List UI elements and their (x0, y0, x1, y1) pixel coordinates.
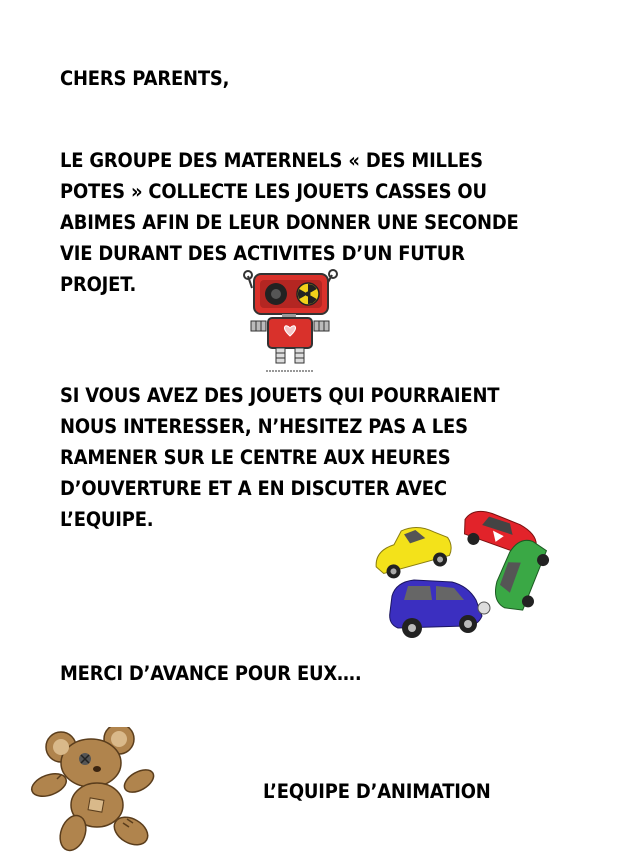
paragraph-line: VIE DURANT DES ACTIVITES D’UN FUTUR (60, 242, 465, 265)
paragraph-line: SI VOUS AVEZ DES JOUETS QUI POURRAIENT (60, 384, 500, 407)
crashed-toy-cars-illustration (368, 508, 558, 642)
paragraph-line: ABIMES AFIN DE LEUR DONNER UNE SECONDE (60, 211, 519, 234)
signature: L’EQUIPE D’ANIMATION (263, 780, 491, 803)
paragraph-line: L’EQUIPE. (60, 508, 154, 531)
robot-illustration (238, 268, 340, 374)
paragraph-line: PROJET. (60, 273, 137, 296)
greeting: CHERS PARENTS, (60, 67, 230, 90)
paragraph-line: POTES » COLLECTE LES JOUETS CASSES OU (60, 180, 487, 203)
thanks-line: MERCI D’AVANCE POUR EUX…. (60, 662, 362, 685)
paragraph-line: LE GROUPE DES MATERNELS « DES MILLES (60, 149, 483, 172)
paragraph-line: D’OUVERTURE ET A EN DISCUTER AVEC (60, 477, 447, 500)
paragraph-line: RAMENER SUR LE CENTRE AUX HEURES (60, 446, 451, 469)
broken-teddy-bear-illustration (27, 727, 167, 855)
paragraph-line: NOUS INTERESSER, N’HESITEZ PAS A LES (60, 415, 468, 438)
